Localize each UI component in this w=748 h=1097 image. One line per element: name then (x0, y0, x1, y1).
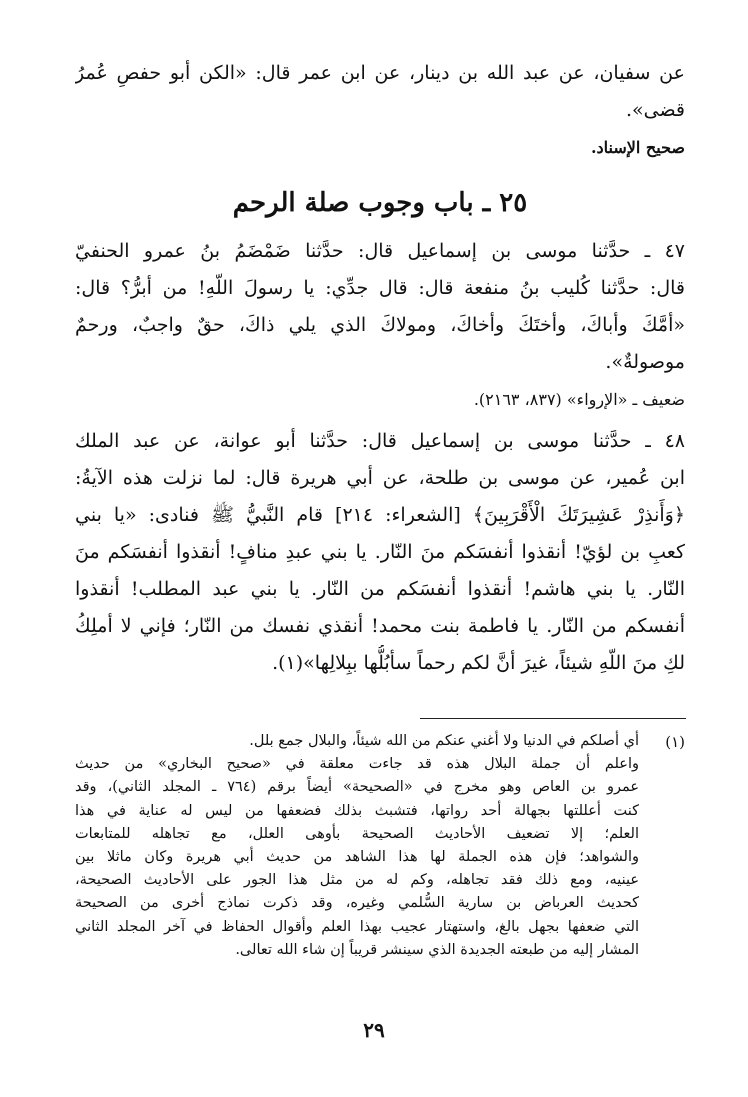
page-body (75, 55, 685, 682)
footnote-body (75, 730, 639, 962)
hadith-47 (75, 233, 685, 381)
footnote-line: عينيه، ومع ذلك فقد تجاهله، وكم له من مثل هذا الجور على الأحاديث الصحيحة، (75, 872, 639, 889)
text-line: النّار. يا بني هاشم! أنقذوا أنفسَكم من النّار. يا بني عبد المطلب! أنقذوا (75, 578, 685, 600)
footnote-line: التي ضعفها بجهل بالغ، واستهتار عجيب بهذا العلم وأقوال الحفاظ في آخر المجلد الثاني (75, 918, 639, 935)
text-line: كعبِ بن لؤيّ! أنقذوا أنفسَكم منَ النّار. يا بني عبدِ منافٍ! أنقذوا أنفسَكم منَ (75, 541, 685, 563)
page-number: ٢٩ (363, 1018, 385, 1042)
previous-hadith-ending (75, 55, 685, 129)
footnote-line: واعلم أن جملة البلال هذه قد جاءت معلقة في «صحيح البخاري» من حديث (75, 756, 639, 773)
text-line: عن سفيان، عن عبد الله بن دينار، عن ابن عمر قال: «الكن أبو حفصِ عُمرُ (75, 62, 685, 84)
text-line: قال: حدَّثنا كُليب بنُ منفعة قال: قال جدِّي: يا رسولَ اللّهِ! من أبرُّ؟ قال: (75, 277, 685, 299)
footnote-line: المشار إليه من طبعته الجديدة الذي سينشر قريباً إن شاء الله تعالى. (235, 941, 639, 958)
text-line: ﴿وَأَنذِرْ عَشِيرَتَكَ الْأَقْرَبِينَ﴾ [الشعراء: ٢١٤] قام النَّبيُّ ﷺ فنادى: «يا بني (75, 504, 685, 526)
text-line: قضى». (625, 99, 685, 121)
chapter-title: ٢٥ ـ باب وجوب صلة الرحم (232, 188, 528, 218)
text-line: لكِ منَ اللّهِ شيئاً، غيرَ أنَّ لكم رحماً سأبُلُّها ببِلالِها»(١). (272, 652, 685, 674)
hadith-48 (75, 423, 685, 682)
text-line: ٤٨ ـ حدَّثنا موسى بن إسماعيل قال: حدَّثنا أبو عوانة، عن عبد الملك (75, 430, 685, 452)
footnote-mark: (١) (665, 733, 685, 751)
grade-text: صحيح الإسناد. (590, 138, 685, 157)
hadith-grade (75, 133, 685, 163)
footnote-line: أي أصلكم في الدنيا ولا أغني عنكم من الله شيئاً، والبلال جمع بلل. (249, 733, 639, 749)
text-line: ابن عُمير، عن موسى بن طلحة، عن أبي هريرة قال: لما نزلت هذه الآيةُ: (75, 467, 685, 489)
text-line: «أمَّكَ وأباكَ، وأختَكَ وأخاكَ، ومولاكَ الذي يلي ذاكَ، حقٌ واجبٌ، ورحمٌ (75, 314, 685, 336)
footnote-divider (420, 718, 686, 719)
footnote-1 (75, 730, 685, 962)
text-line: أنفسكم من النّار. يا فاطمة بنت محمد! أنقذي نفسك من النّار؛ فإني لا أملِكُ (75, 615, 685, 637)
footnote-line: العلم؛ إلا تضعيف الأحاديث الصحيحة بأوهى العلل، مع تجاهله للمتابعات (75, 825, 639, 842)
text-line: موصولةٌ». (605, 351, 685, 373)
text-line: ٤٧ ـ حدَّثنا موسى بن إسماعيل قال: حدَّثنا ضَمْضَمُ بنُ عمرو الحنفيّ (75, 240, 685, 262)
hadith-grade (75, 385, 685, 415)
footnote-line: عمرو بن العاص وهو مخرج في «الصحيحة» أيضاً برقم (٧٦٤ ـ المجلد الثاني)، وقد (75, 779, 639, 796)
footnote-line: والشواهد؛ فإن هذه الجملة لها هذا الشاهد من حديث أبي هريرة وكان ماثلا بين (75, 849, 639, 866)
footnote-line: كحديث العرباض بن سارية السُّلمي وغيره، وقد ذكرت نماذج أخرى من الصحيحة (75, 895, 639, 912)
footnote-line: كنت أعللتها بجهالة أحد رواتها، فتشبث بذلك فضعفها من ليس له عناية في هذا (75, 802, 639, 819)
grade-text: ضعيف ـ «الإرواء» (٨٣٧، ٢١٦٣). (473, 390, 685, 409)
footnotes (75, 730, 685, 962)
